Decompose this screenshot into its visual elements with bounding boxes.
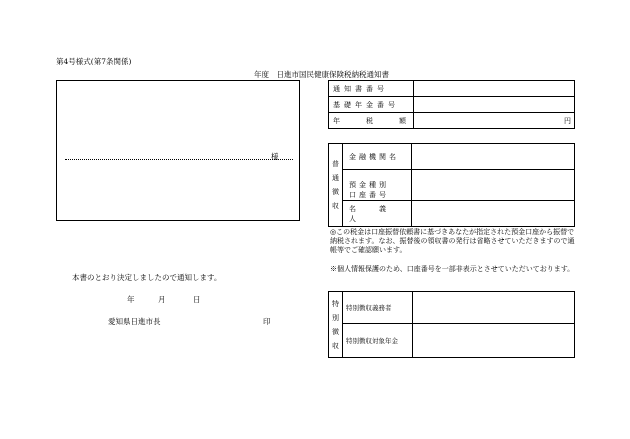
bank-name-label: 金融機関名 <box>343 144 412 170</box>
target-pension-value <box>413 324 575 358</box>
table-row <box>329 81 575 97</box>
table-row <box>329 201 575 227</box>
form-number: 第4号様式(第7条関係) <box>56 57 132 66</box>
notice-number-value <box>414 81 575 97</box>
notice-info-table <box>328 80 575 129</box>
honorific-sama: 様 <box>271 152 279 161</box>
pension-number-value <box>414 97 575 113</box>
table-row <box>329 97 575 113</box>
addressee-line <box>65 159 293 160</box>
annual-tax-label: 年 税 額 <box>329 113 414 129</box>
document-title: 年度 日進市国民健康保険税納税通知書 <box>254 70 389 79</box>
account-type-number-value <box>412 170 575 201</box>
account-type-number-label: 預金種別 口座番号 <box>343 170 412 201</box>
bank-name-value <box>412 144 575 170</box>
address-box <box>56 80 300 221</box>
withholding-agent-value <box>413 292 575 324</box>
date-year: 年 <box>127 295 135 304</box>
account-holder-label: 名 義 人 <box>343 201 412 227</box>
table-row <box>329 292 575 324</box>
notice-number-label: 通知書番号 <box>329 81 414 97</box>
withholding-agent-label: 特別徴収義務者 <box>343 292 413 324</box>
annual-tax-value: 円 <box>414 113 575 129</box>
privacy-note: ※個人情報保護のため、口座番号を一部非表示とさせていただいております。 <box>330 265 575 273</box>
issuer-mayor: 愛知県日進市長 <box>108 317 161 326</box>
pension-number-label: 基礎年金番号 <box>329 97 414 113</box>
table-row <box>329 113 575 129</box>
decision-statement: 本書のとおり決定しましたので通知します。 <box>72 273 222 282</box>
date-day: 日 <box>193 295 201 304</box>
table-row <box>329 170 575 201</box>
bank-transfer-note: ◎この税金は口座振替依頼書に基づきあなたが指定された預金口座から振替で納税されます。なお、振替後の領収書の発行は省略させていただきますので通帳等でご確認願います。 <box>330 228 575 254</box>
table-row <box>329 144 575 170</box>
special-collection-table <box>328 291 575 358</box>
ordinary-collection-side-label: 普 通 徴 収 <box>329 144 343 227</box>
special-collection-side-label: 特 別 徴 収 <box>329 292 343 358</box>
seal-mark: 印 <box>263 317 271 326</box>
date-month: 月 <box>158 295 166 304</box>
ordinary-collection-table <box>328 143 575 227</box>
account-holder-value <box>412 201 575 227</box>
target-pension-label: 特別徴収対象年金 <box>343 324 413 358</box>
table-row <box>329 324 575 358</box>
